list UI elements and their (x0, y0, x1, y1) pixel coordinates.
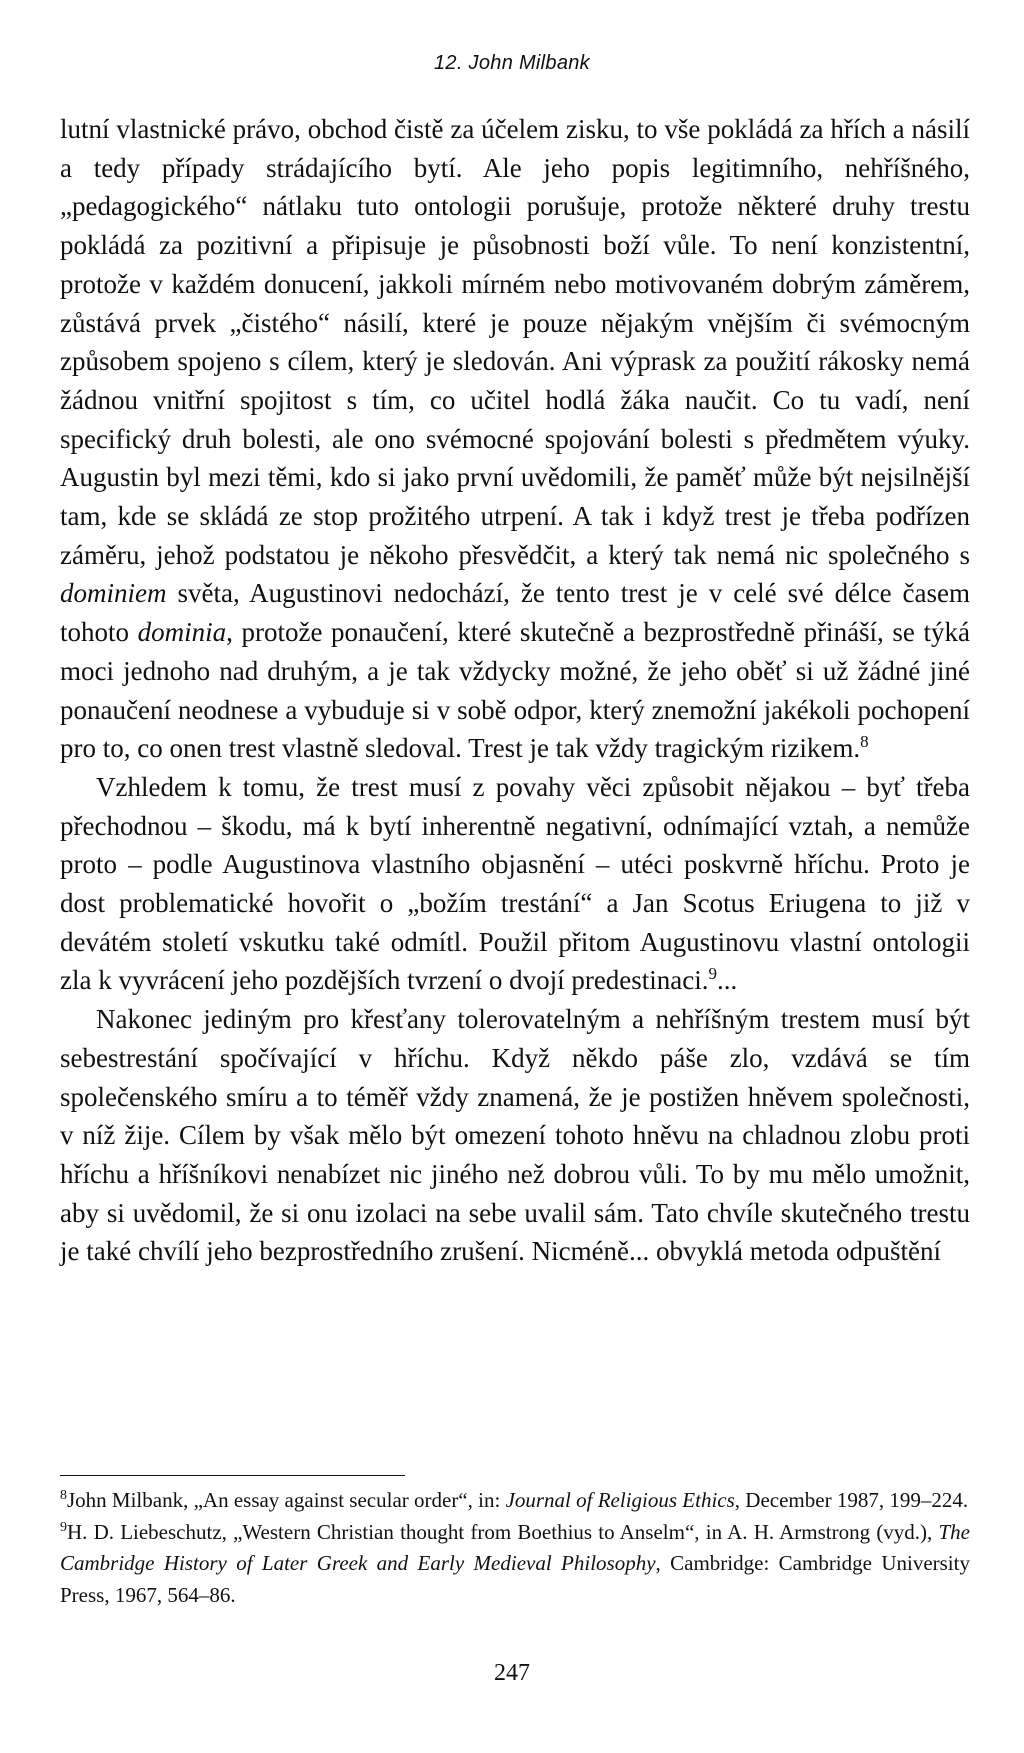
footnote-separator (60, 1475, 405, 1476)
footnote-9-book-title: The Cambridge History of Later Greek and Early Medieval Philosophy (60, 1519, 970, 1575)
paragraph-2-text-b: ... (717, 965, 738, 996)
paragraph-3: Nakonec jediným pro křesťany tolerovatelným a nehříšným trestem musí být sebestrestání spočívající v hříchu. Když někdo páše zlo, vzdává se tím společenského smíru a to téměř vždy znamená, že je postižen hněvem společnosti, v níž žije. Cílem by však mělo být omezení tohoto hněvu na chladnou zlobu proti hříchu a hříšníkovi nenabízet nic jiného než dobrou vůli. To by mu mělo umožnit, aby si uvědomil, že si onu izolaci na sebe uvalil sám. Tato chvíle skutečného trestu je také chvílí jeho bezprostředního zrušení. Nicméně... obvyklá metoda odpuštění (60, 1004, 970, 1267)
footnote-ref-8[interactable]: 8 (860, 732, 869, 752)
footnotes (60, 1485, 970, 1611)
paragraph-1-text-c: , protože ponaučení, které skutečně a bezprostředně přináší, se týká moci jednoho nad druhým, a je tak vždycky možné, že jeho oběť si už žádné jiné ponaučení neodnese a vybuduje si v sobě odpor, který znemožní jakékoli pochopení pro to, co onen trest vlastně sledoval. Trest je tak vždy tragickým rizikem. (60, 617, 970, 764)
footnote-8 (60, 1485, 970, 1517)
paragraph-2-text-a: Vzhledem k tomu, že trest musí z povahy věci způsobit nějakou – byť třeba přechodnou – škodu, má k bytí inherentně negativní, odnímající vztah, a nemůže proto – podle Augustinova vlastního objasnění – utéci poskvrně hříchu. Proto je dost problematické hovořit o „božím trestání“ a Jan Scotus Eriugena to již v devátém století vskutku také odmítl. Použil přitom Augustinovu vlastní ontologii zla k vyvrácení jeho pozdějších tvrzení o dvojí predestinaci. (60, 771, 970, 996)
paragraph-1-text-b: světa, Augustinovi nedochází, že tento trest je v celé své délce časem tohoto (60, 578, 970, 648)
footnote-9-details: , Cambridge: Cambridge University Press, 1967, 564–86. (60, 1551, 970, 1607)
paragraph-1-text-a: lutní vlastnické právo, obchod čistě za účelem zisku, to vše pokládá za hřích a násilí a tedy případy strádajícího bytí. Ale jeho popis legitimního, nehříšného, „pedagogického“ nátlaku tuto ontologii porušuje, protože některé druhy trestu pokládá za pozitivní a připisuje je působnosti boží vůle. To není konzistentní, protože v každém donucení, jakkoli mírném nebo motivovaném dobrým záměrem, zůstává prvek „čistého“ násilí, které je pouze nějakým vnějším či svémocným způsobem spojeno s cílem, který je sledován. Ani výprask za použití rákosky nemá žádnou vnitřní spojitost s tím, co učitel hodlá žáka naučit. Co tu vadí, není specifický druh bolesti, ale ono svémocné spojování bolesti s předmětem výuky. Augustin byl mezi těmi, kdo si jako první uvědomili, že paměť může být nejsilnější tam, kde se skládá ze stop prožitého utrpení. A tak i když trest je třeba podřízen záměru, jehož podstatou je někoho přesvědčit, a který tak nemá nic společného s (60, 114, 970, 570)
footnote-8-number: 8 (60, 1488, 67, 1503)
paragraph-1 (60, 110, 970, 768)
footnote-9 (60, 1517, 970, 1612)
footnote-8-details: , December 1987, 199–224. (734, 1488, 969, 1512)
footnote-ref-9[interactable]: 9 (708, 964, 718, 984)
footnote-9-text: H. D. Liebeschutz, „Western Christian thought from Boethius to Anselm“, in A. H. Armstrong (vyd.), (67, 1519, 939, 1544)
running-head: 12. John Milbank (433, 52, 590, 74)
page-number: 247 (494, 1660, 530, 1686)
paragraph-2 (60, 768, 970, 1000)
paragraph-1-emphasis-dominia: dominia (137, 617, 227, 648)
footnote-8-journal-title: Journal of Religious Ethics (505, 1488, 735, 1512)
footnote-9-number: 9 (60, 1519, 67, 1535)
footnote-8-text: John Milbank, „An essay against secular order“, in: (67, 1488, 506, 1512)
main-text (60, 110, 970, 1271)
paragraph-1-emphasis-dominiem: dominiem (60, 578, 167, 609)
